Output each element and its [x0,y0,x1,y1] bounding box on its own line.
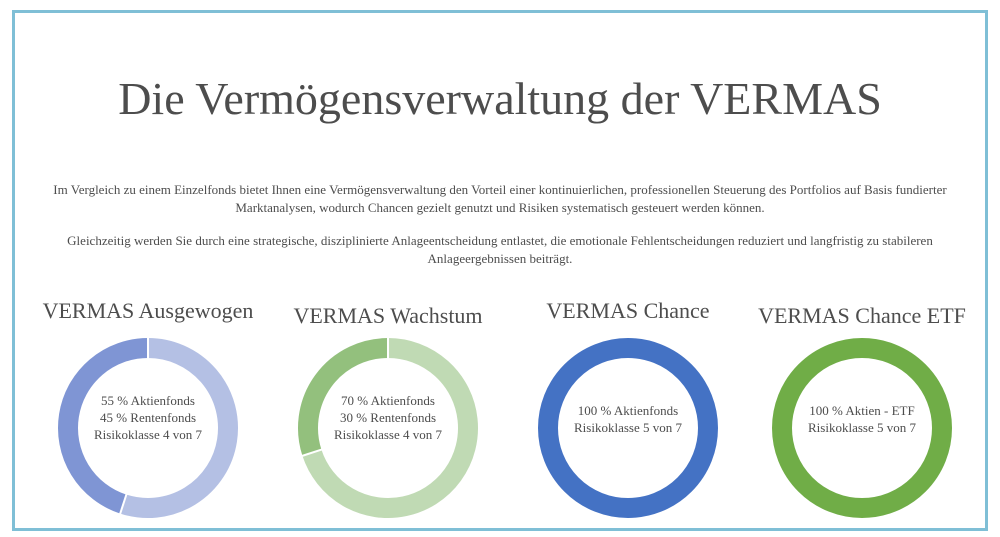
chart-label: 100 % Aktienfonds [577,403,679,418]
intro-paragraph-1: Im Vergleich zu einem Einzelfonds bietet Ihnen eine Vermögensverwaltung den Vorteil einer kontinuierlichen, professionellen Steuerung des Portfolios auf Basis fundierter Marktanalysen, wodurch Chancen gezielt genutzt und Risiken systematisch gesteuert werden können. [53,182,947,215]
chart-label: 30 % Rentenfonds [339,410,437,425]
chart-label: 100 % Aktien - ETF [809,403,915,418]
chart-ausgewogen [28,298,268,530]
chart-label: 70 % Aktienfonds [341,393,435,408]
chart-title: VERMAS Ausgewogen [42,298,254,323]
chart-title: VERMAS Chance [546,298,710,323]
chart-chance [508,298,748,530]
chart-label: Risikoklasse 4 von 7 [334,427,442,442]
page-title: Die Vermögensverwaltung der VERMAS [118,73,882,124]
chart-label: 45 % Rentenfonds [99,410,197,425]
chart-title: VERMAS Chance ETF [758,303,966,328]
chart-title: VERMAS Wachstum [293,303,483,328]
chart-chance-etf [742,298,982,530]
chart-label: Risikoklasse 5 von 7 [574,420,682,435]
chart-label: Risikoklasse 4 von 7 [94,427,202,442]
chart-wachstum [268,298,508,530]
chart-label: Risikoklasse 5 von 7 [808,420,916,435]
chart-label: 55 % Aktienfonds [101,393,195,408]
intro-paragraph-2: Gleichzeitig werden Sie durch eine strategische, disziplinierte Anlageentscheidung entlastet, die emotionale Fehlentscheidungen reduziert und langfristig zu stabileren Anlageergebnissen beiträgt. [67,233,933,266]
